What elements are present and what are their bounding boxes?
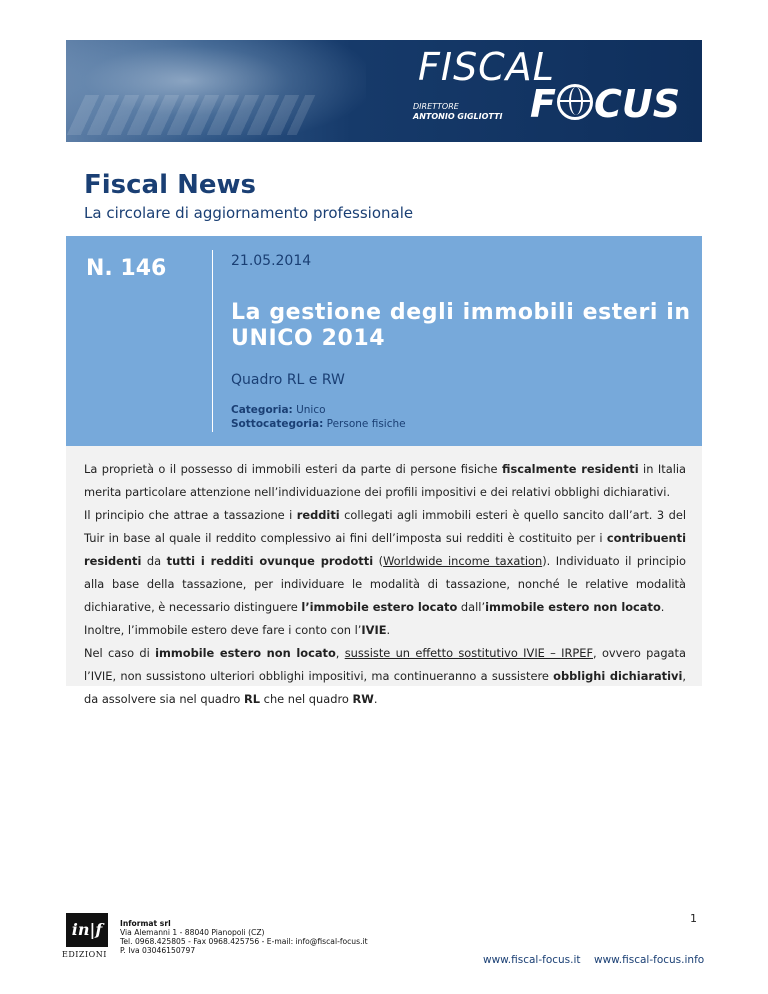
subcategory-label: Sottocategoria: — [231, 417, 324, 430]
category-block — [231, 404, 406, 431]
issue-number: N. 146 — [86, 256, 167, 281]
logo-focus-cus: CUS — [593, 82, 681, 126]
website-link-it[interactable]: www.fiscal-focus.it — [483, 954, 581, 966]
company-vat: P. Iva 03046150797 — [120, 946, 196, 956]
logo-focus-f: F — [530, 82, 556, 126]
director-label: DIRETTORE — [413, 102, 459, 111]
newsletter-subtitle: La circolare di aggiornamento professionale — [84, 204, 414, 222]
paragraph-3: Inoltre, l’immobile estero deve fare i conto con l’IVIE. — [84, 623, 391, 637]
article-headline: La gestione degli immobili esteri in UNICO 2014 — [231, 300, 691, 351]
divider — [212, 250, 213, 432]
paragraph-4: Nel caso di immobile estero non locato, sussiste un effetto sostitutivo IVIE – IRPEF, ovvero pagata l’IVIE, non sussistono ulteriori obblighi impositivi, ma continueranno a sussistere obblighi dichiarativi, da assolvere sia nel quadro RL che nel quadro RW. — [84, 646, 686, 706]
keyboard-graphic — [67, 95, 316, 135]
subcategory-value: Persone fisiche — [326, 417, 406, 430]
director-block — [413, 102, 502, 122]
company-contacts: Tel. 0968.425805 - Fax 0968.425756 - E-mail: info@fiscal-focus.it — [120, 937, 368, 947]
logo-fiscal-text: FISCAL — [418, 45, 555, 89]
logo-focus-text — [530, 82, 681, 126]
company-address: Via Alemanni 1 - 88040 Pianopoli (CZ) — [120, 928, 265, 938]
paragraph-2: Il principio che attrae a tassazione i redditi collegati agli immobili esteri è quello sancito dall’art. 3 del Tuir in base al quale il reddito complessivo ai fini dell’imposta sui redditi è costituito per i contribuenti residenti da tutti i redditi ovunque prodotti (Worldwide income taxation). Individuato il principio alla base della tassazione, per individuare le modalità di tassazione, nonché le relative modalità dichiarative, è necessario distinguere l’immobile estero locato dall’immobile estero non locato. — [84, 508, 687, 614]
article-topic: Quadro RL e RW — [231, 372, 345, 388]
website-link-info[interactable]: www.fiscal-focus.info — [594, 954, 705, 966]
page-number: 1 — [690, 912, 697, 925]
publisher-edizioni: EDIZIONI — [62, 950, 107, 959]
paragraph-1: La proprietà o il possesso di immobili esteri da parte di persone fisiche fiscalmente residenti in Italia merita particolare attenzione nell’individuazione dei profili impositivi e dei relativi obblighi dichiarativi. — [84, 462, 686, 499]
director-name: ANTONIO GIGLIOTTI — [413, 112, 503, 121]
company-name: Informat srl — [120, 919, 171, 928]
newsletter-title: Fiscal News — [84, 170, 256, 200]
category-value: Unico — [296, 404, 326, 416]
article-body — [84, 458, 686, 711]
company-info — [120, 919, 368, 955]
globe-icon — [557, 84, 593, 120]
publisher-logo: in|f — [66, 913, 108, 947]
category-label: Categoria: — [231, 404, 293, 416]
issue-date: 21.05.2014 — [231, 253, 312, 269]
